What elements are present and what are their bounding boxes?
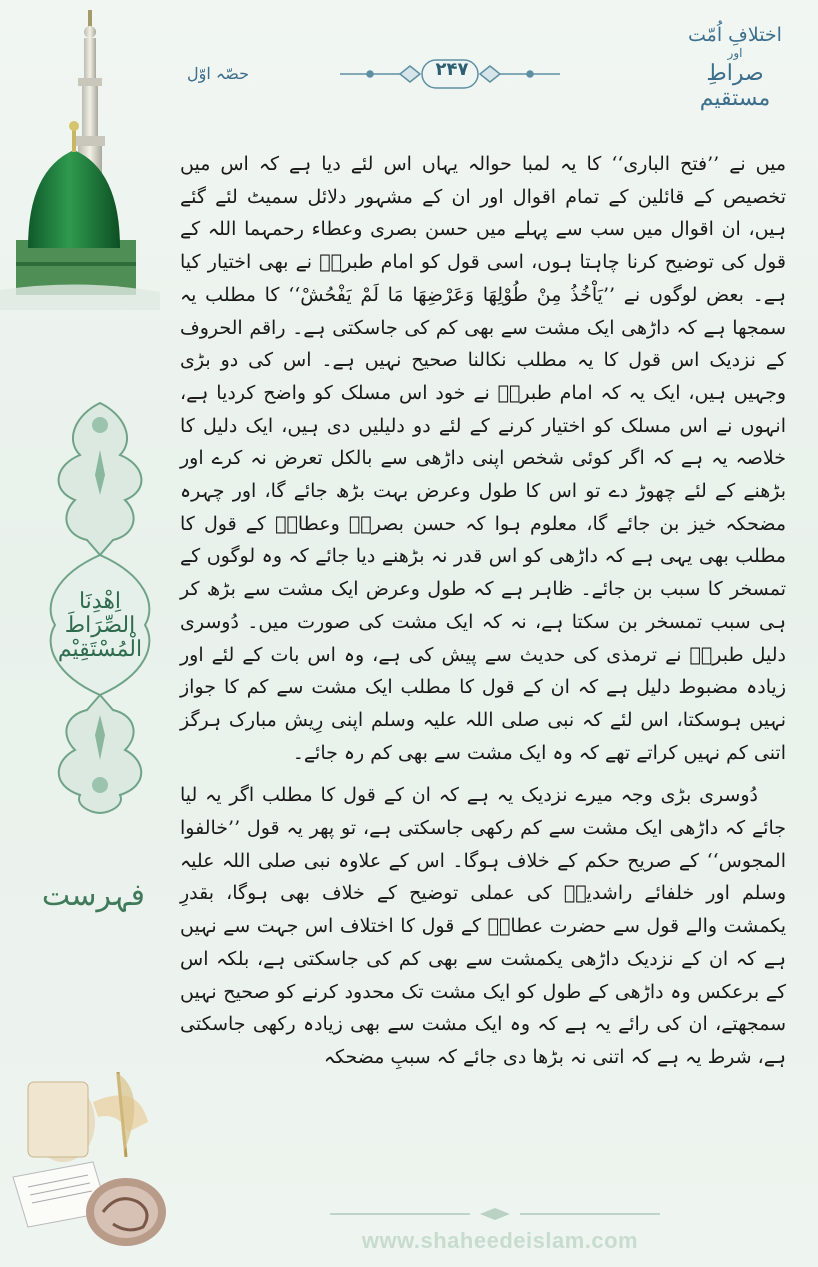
book-title-line3: صراطِ مستقیم <box>699 60 771 111</box>
footer-ornament <box>330 1207 660 1221</box>
left-decorative-column <box>0 0 175 1267</box>
book-title-line1: اختلافِ اُمّت <box>688 24 782 46</box>
paragraph-1: میں نے ’’فتح الباری‘‘ کا یہ لمبا حوالہ یہاں اس لئے دیا ہے کہ اس میں تخصیص کے قائلین کے تمام اقوال اور ان کے مشہور دلائل سمیٹ لئے گئے ہیں، ان اقوال میں سب سے پہلے میں حسن بصری وعطاء رحمہما اللہ کے قول کی توضیح کرنا چاہتا ہوں، اسی قول کو امام طبریؒ نے بھی اختیار کیا ہے۔ بعض لوگوں نے ’’یَاْخُذُ مِنْ طُوْلِھَا وَعَرْضِھَا مَا لَمْ یَفْحُشْ‘‘ کا مطلب یہ سمجھا ہے کہ داڑھی ایک مشت سے بھی کم کی جاسکتی ہے۔ راقم الحروف کے نزدیک اس قول کا یہ مطلب نکالنا صحیح نہیں ہے۔ اس کی دو بڑی وجہیں ہیں، ایک یہ کہ امام طبریؒ نے خود اس مسلک کو واضح کردیا ہے، انہوں نے اس مسلک کو اختیار کرنے کے لئے دو دلیلیں دی ہیں، ایک دلیل کا خلاصہ یہ ہے کہ اگر کوئی شخص اپنی داڑھی سے بالکل تعرض نہ کرے اور بڑھنے کے لئے چھوڑ دے تو اس کا طول وعرض بہت بڑھ جائے گا، اور چہرہ مضحکہ خیز بن جائے گا، معلوم ہوا کہ حسن بصریؒ وعطاءؒ کے قول کا مطلب بھی یہی ہے کہ داڑھی کو اس قدر نہ بڑھنے دیا جائے کہ وہ لوگوں کے تمسخر کا سبب بن جائے۔ ظاہر ہے کہ طول وعرض ایک مشت سے بڑھ کر ہی سبب تمسخر بن سکتا ہے، نہ کہ ایک مشت کی صورت میں۔ دُوسری دلیل طبریؒ نے ترمذی کی حدیث سے پیش کی ہے، وہ اس بات کے لئے اور زیادہ مضبوط دلیل ہے کہ ان کے قول کا مطلب ایک مشت سے کم کا جواز نہیں ہوسکتا، اس لئے کہ نبی صلی اللہ علیہ وسلم اپنی رِیش مبارک ہرگز اتنی کم نہیں کراتے تھے کہ وہ ایک مشت سے بھی کم رہ جائے۔ <box>180 153 787 764</box>
website-url[interactable]: www.shaheedeislam.com <box>361 1228 639 1253</box>
page-number: ۲۴۷ <box>435 59 469 80</box>
mosque-dome-minaret-illustration <box>0 0 160 310</box>
index-link[interactable]: فہرست <box>41 878 145 913</box>
shaheed-e-islam-logo <box>86 1178 166 1246</box>
scroll-quill-illustration <box>8 1062 168 1262</box>
volume-label: حصّہ اوّل <box>187 64 250 83</box>
ornament-calligraphy: اِھْدِنَا الصِّرَاطَ الْمُسْتَقِیْم <box>57 589 143 663</box>
page-header <box>175 0 818 150</box>
paragraph-2: دُوسری بڑی وجہ میرے نزدیک یہ ہے کہ ان کے قول کا مطلب اگر یہ لیا جائے کہ داڑھی ایک مشت سے کم رکھی جاسکتی ہے، تو پھر یہ قول ’’خالفوا المجوس‘‘ کے صریح حکم کے خلاف ہوگا۔ اس کے علاوہ نبی صلی اللہ علیہ وسلم اور خلفائے راشدینؓ کی عملی توضیح کے خلاف بھی ہوگا، بقدرِ یکمشت والے قول سے حضرت عطاءؒ کے قول کا اختلاف اس جہت سے نہیں ہے کہ ان کے نزدیک داڑھی یکمشت سے بھی کم کی جاسکتی ہے، بلکہ اس کے برعکس وہ داڑھی کے طول کو ایک مشت تک محدود کرنے کو صحیح نہیں سمجھتے، ان کی رائے یہ ہے کہ وہ ایک مشت سے بھی زیادہ رکھی جاسکتی ہے، شرط یہ ہے کہ اتنی نہ بڑھا دی جائے کہ سببِ مضحکہ <box>180 784 786 1068</box>
page-content <box>180 148 786 1074</box>
page-number-ornament <box>330 54 570 94</box>
book-title-line2: اور <box>727 45 743 60</box>
book-title <box>670 25 800 111</box>
